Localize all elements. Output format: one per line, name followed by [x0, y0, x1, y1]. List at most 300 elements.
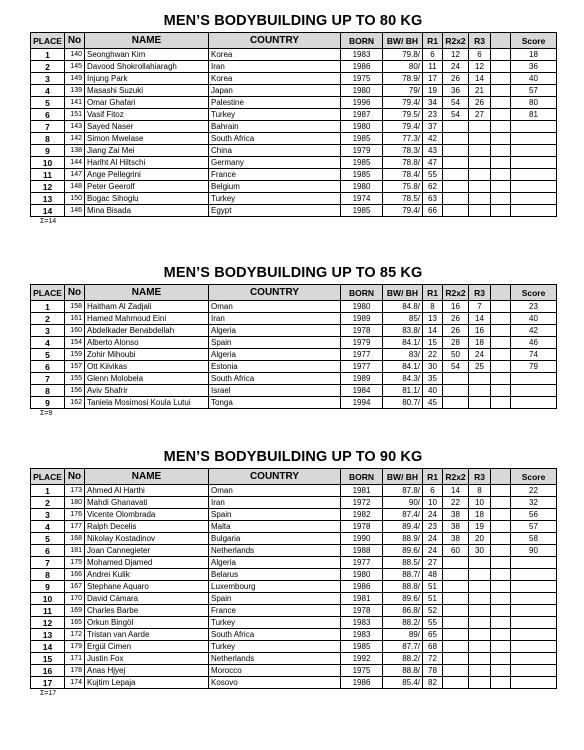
cell-blank [491, 85, 511, 97]
cell-born: 1994 [341, 397, 383, 409]
cell-country: Turkey [209, 641, 341, 653]
cell-blank [491, 665, 511, 677]
cell-born: 1986 [341, 61, 383, 73]
cell-country: South Africa [209, 133, 341, 145]
results-table [30, 32, 557, 217]
cell-place: 14 [31, 205, 65, 217]
cell-name: Mahdi Ghanavati [85, 497, 209, 509]
table-body [31, 49, 557, 217]
table-row [31, 521, 557, 533]
cell-name: Alberto Alonso [85, 337, 209, 349]
cell-blank [491, 629, 511, 641]
header-r3: R3 [469, 285, 491, 301]
cell-bwbh: 84.8/ [383, 301, 423, 313]
cell-score: 18 [511, 49, 557, 61]
cell-score: 57 [511, 521, 557, 533]
cell-blank [491, 397, 511, 409]
cell-name: Kujtim Lepaja [85, 677, 209, 689]
cell-bwbh: 80/ [383, 61, 423, 73]
header-country: COUNTRY [209, 469, 341, 485]
cell-blank [491, 677, 511, 689]
table-row [31, 533, 557, 545]
header-bwbh: BW/ BH [383, 285, 423, 301]
table-row [31, 85, 557, 97]
cell-score: 74 [511, 349, 557, 361]
cell-bwbh: 89.6/ [383, 593, 423, 605]
section-90kg [30, 446, 556, 699]
cell-r3 [469, 205, 491, 217]
results-table [30, 284, 557, 409]
cell-blank [491, 485, 511, 497]
cell-blank [491, 497, 511, 509]
cell-born: 1988 [341, 545, 383, 557]
cell-name: Justin Fox [85, 653, 209, 665]
cell-place: 15 [31, 653, 65, 665]
section-85kg [30, 262, 556, 419]
cell-score [511, 397, 557, 409]
header-r1: R1 [423, 285, 443, 301]
cell-score: 36 [511, 61, 557, 73]
table-row [31, 593, 557, 605]
cell-name: Nikolay Kostadinov [85, 533, 209, 545]
cell-no: 178 [65, 665, 85, 677]
cell-r3: 14 [469, 313, 491, 325]
cell-r3: 24 [469, 349, 491, 361]
cell-no: 148 [65, 181, 85, 193]
cell-r1: 37 [423, 121, 443, 133]
cell-name: Vasif Fitoz [85, 109, 209, 121]
cell-blank [491, 641, 511, 653]
cell-bwbh: 89.4/ [383, 521, 423, 533]
cell-born: 1980 [341, 121, 383, 133]
cell-r2x2 [443, 665, 469, 677]
cell-r2x2: 54 [443, 97, 469, 109]
cell-r2x2: 16 [443, 301, 469, 313]
cell-blank [491, 313, 511, 325]
cell-r3 [469, 617, 491, 629]
cell-born: 1987 [341, 109, 383, 121]
cell-r3 [469, 677, 491, 689]
cell-no: 173 [65, 485, 85, 497]
cell-score [511, 181, 557, 193]
header-country: COUNTRY [209, 285, 341, 301]
cell-born: 1974 [341, 193, 383, 205]
cell-r2x2 [443, 581, 469, 593]
cell-score: 22 [511, 485, 557, 497]
cell-r2x2 [443, 169, 469, 181]
cell-bwbh: 78.4/ [383, 169, 423, 181]
cell-bwbh: 81.1/ [383, 385, 423, 397]
cell-name: Jiang Zai Mei [85, 145, 209, 157]
cell-bwbh: 87.8/ [383, 485, 423, 497]
cell-r2x2: 36 [443, 85, 469, 97]
cell-r2x2 [443, 181, 469, 193]
cell-country: Belarus [209, 569, 341, 581]
cell-place: 12 [31, 617, 65, 629]
cell-r3: 12 [469, 61, 491, 73]
cell-place: 4 [31, 337, 65, 349]
cell-r2x2 [443, 569, 469, 581]
cell-country: Egypt [209, 205, 341, 217]
table-row [31, 605, 557, 617]
cell-born: 1978 [341, 521, 383, 533]
header-score: Score [511, 33, 557, 49]
table-row [31, 301, 557, 313]
cell-score: 40 [511, 313, 557, 325]
cell-no: 179 [65, 641, 85, 653]
cell-country: Netherlands [209, 545, 341, 557]
cell-place: 10 [31, 157, 65, 169]
cell-r3 [469, 373, 491, 385]
cell-r1: 30 [423, 361, 443, 373]
cell-place: 3 [31, 325, 65, 337]
header-bwbh: BW/ BH [383, 33, 423, 49]
header-name: NAME [85, 33, 209, 49]
cell-name: Simon Mwelase [85, 133, 209, 145]
cell-blank [491, 121, 511, 133]
cell-score: 90 [511, 545, 557, 557]
cell-score [511, 581, 557, 593]
cell-bwbh: 79.4/ [383, 121, 423, 133]
cell-born: 1980 [341, 85, 383, 97]
cell-name: Zohir Mihoubi [85, 349, 209, 361]
table-row [31, 169, 557, 181]
header-born: BORN [341, 285, 383, 301]
cell-bwbh: 79.8/ [383, 49, 423, 61]
cell-r1: 72 [423, 653, 443, 665]
cell-country: Algeria [209, 349, 341, 361]
cell-blank [491, 509, 511, 521]
cell-country: Turkey [209, 617, 341, 629]
header-country: COUNTRY [209, 33, 341, 49]
cell-bwbh: 79.4/ [383, 205, 423, 217]
cell-no: 144 [65, 157, 85, 169]
cell-r1: 6 [423, 485, 443, 497]
cell-r2x2: 54 [443, 109, 469, 121]
cell-place: 17 [31, 677, 65, 689]
cell-r1: 51 [423, 593, 443, 605]
cell-r1: 27 [423, 557, 443, 569]
cell-born: 1989 [341, 373, 383, 385]
cell-bwbh: 75.8/ [383, 181, 423, 193]
cell-born: 1979 [341, 145, 383, 157]
cell-bwbh: 77.3/ [383, 133, 423, 145]
cell-score [511, 133, 557, 145]
cell-bwbh: 88.8/ [383, 665, 423, 677]
cell-country: Iran [209, 313, 341, 325]
cell-born: 1985 [341, 205, 383, 217]
cell-place: 6 [31, 545, 65, 557]
cell-no: 168 [65, 533, 85, 545]
cell-name: Masashi Suzuki [85, 85, 209, 97]
cell-country: China [209, 145, 341, 157]
cell-place: 11 [31, 605, 65, 617]
cell-r1: 55 [423, 169, 443, 181]
header-name: NAME [85, 285, 209, 301]
cell-bwbh: 88.2/ [383, 653, 423, 665]
cell-country: Kosovo [209, 677, 341, 689]
header-born: BORN [341, 33, 383, 49]
cell-blank [491, 605, 511, 617]
cell-born: 1979 [341, 337, 383, 349]
cell-score [511, 373, 557, 385]
cell-born: 1972 [341, 497, 383, 509]
cell-no: 157 [65, 361, 85, 373]
section-title: MEN’S BODYBUILDING UP TO 85 KG [163, 265, 423, 281]
cell-bwbh: 88.7/ [383, 569, 423, 581]
table-row [31, 397, 557, 409]
cell-r1: 24 [423, 545, 443, 557]
table-row [31, 205, 557, 217]
cell-no: 171 [65, 653, 85, 665]
cell-bwbh: 88.2/ [383, 617, 423, 629]
cell-r1: 63 [423, 193, 443, 205]
table-row [31, 325, 557, 337]
cell-r3 [469, 653, 491, 665]
cell-score: 80 [511, 97, 557, 109]
header-score: Score [511, 285, 557, 301]
table-row [31, 133, 557, 145]
cell-place: 16 [31, 665, 65, 677]
table-row [31, 193, 557, 205]
cell-score [511, 629, 557, 641]
cell-no: 145 [65, 61, 85, 73]
cell-score [511, 593, 557, 605]
header-r3: R3 [469, 33, 491, 49]
cell-born: 1989 [341, 313, 383, 325]
cell-r3 [469, 605, 491, 617]
cell-country: Iran [209, 497, 341, 509]
cell-blank [491, 205, 511, 217]
cell-bwbh: 84.3/ [383, 373, 423, 385]
cell-no: 146 [65, 205, 85, 217]
cell-place: 8 [31, 385, 65, 397]
cell-blank [491, 325, 511, 337]
cell-name: Charles Barbe [85, 605, 209, 617]
cell-born: 1985 [341, 169, 383, 181]
cell-score: 46 [511, 337, 557, 349]
cell-r1: 22 [423, 349, 443, 361]
cell-r1: 17 [423, 73, 443, 85]
header-row [31, 285, 557, 301]
cell-score [511, 385, 557, 397]
header-r2x2: R2x2 [443, 285, 469, 301]
cell-name: Harlht Al Hiltschi [85, 157, 209, 169]
cell-r3: 8 [469, 485, 491, 497]
cell-no: 177 [65, 521, 85, 533]
cell-score [511, 157, 557, 169]
cell-bwbh: 88.5/ [383, 557, 423, 569]
cell-place: 4 [31, 85, 65, 97]
header-no: No [65, 285, 85, 301]
cell-r3: 21 [469, 85, 491, 97]
cell-r3: 26 [469, 97, 491, 109]
cell-blank [491, 521, 511, 533]
cell-place: 5 [31, 349, 65, 361]
cell-r3 [469, 397, 491, 409]
table-row [31, 665, 557, 677]
results-table [30, 468, 557, 689]
cell-name: Anas Hjyej [85, 665, 209, 677]
cell-country: Iran [209, 61, 341, 73]
cell-name: Peter Geerolf [85, 181, 209, 193]
cell-born: 1980 [341, 181, 383, 193]
cell-score [511, 641, 557, 653]
header-row [31, 33, 557, 49]
header-bwbh: BW/ BH [383, 469, 423, 485]
cell-place: 7 [31, 121, 65, 133]
cell-r3: 10 [469, 497, 491, 509]
cell-score [511, 677, 557, 689]
cell-place: 3 [31, 73, 65, 85]
cell-r2x2: 50 [443, 349, 469, 361]
cell-no: 150 [65, 193, 85, 205]
cell-no: 140 [65, 49, 85, 61]
table-row [31, 121, 557, 133]
cell-bwbh: 89.6/ [383, 545, 423, 557]
cell-blank [491, 385, 511, 397]
cell-name: Ergül Cimen [85, 641, 209, 653]
athlete-count: Σ=17 [40, 690, 57, 697]
cell-r1: 34 [423, 97, 443, 109]
cell-blank [491, 653, 511, 665]
cell-r2x2 [443, 385, 469, 397]
cell-r1: 43 [423, 145, 443, 157]
cell-no: 172 [65, 629, 85, 641]
table-row [31, 617, 557, 629]
cell-score [511, 205, 557, 217]
cell-bwbh: 89/ [383, 629, 423, 641]
cell-blank [491, 617, 511, 629]
section-title: MEN’S BODYBUILDING UP TO 90 KG [163, 449, 423, 465]
cell-score: 32 [511, 497, 557, 509]
cell-place: 14 [31, 641, 65, 653]
cell-no: 154 [65, 337, 85, 349]
cell-r1: 51 [423, 581, 443, 593]
cell-no: 174 [65, 677, 85, 689]
cell-name: Injung Park [85, 73, 209, 85]
cell-country: Korea [209, 49, 341, 61]
table-body [31, 301, 557, 409]
header-no: No [65, 33, 85, 49]
cell-bwbh: 87.7/ [383, 641, 423, 653]
cell-born: 1983 [341, 617, 383, 629]
cell-no: 139 [65, 85, 85, 97]
cell-no: 159 [65, 349, 85, 361]
cell-r2x2 [443, 145, 469, 157]
cell-r3 [469, 385, 491, 397]
cell-r3 [469, 121, 491, 133]
cell-name: Andrei Kulik [85, 569, 209, 581]
table-row [31, 653, 557, 665]
cell-r1: 78 [423, 665, 443, 677]
header-row [31, 469, 557, 485]
cell-r1: 65 [423, 629, 443, 641]
cell-r2x2 [443, 121, 469, 133]
cell-blank [491, 361, 511, 373]
cell-born: 1975 [341, 73, 383, 85]
cell-blank [491, 593, 511, 605]
cell-born: 1986 [341, 677, 383, 689]
cell-r3 [469, 133, 491, 145]
cell-no: 176 [65, 509, 85, 521]
cell-r2x2 [443, 629, 469, 641]
cell-r2x2: 12 [443, 49, 469, 61]
cell-country: Algeria [209, 557, 341, 569]
cell-score [511, 617, 557, 629]
table-row [31, 385, 557, 397]
cell-country: Netherlands [209, 653, 341, 665]
cell-bwbh: 83.8/ [383, 325, 423, 337]
table-row [31, 557, 557, 569]
cell-r1: 10 [423, 497, 443, 509]
cell-blank [491, 157, 511, 169]
cell-born: 1992 [341, 653, 383, 665]
cell-no: 181 [65, 545, 85, 557]
cell-name: Taniela Mosimosi Koula Lutui [85, 397, 209, 409]
cell-bwbh: 87.4/ [383, 509, 423, 521]
cell-bwbh: 84.1/ [383, 337, 423, 349]
cell-bwbh: 85/ [383, 313, 423, 325]
cell-blank [491, 581, 511, 593]
cell-name: Ott Kiivikas [85, 361, 209, 373]
cell-no: 158 [65, 301, 85, 313]
cell-r1: 48 [423, 569, 443, 581]
cell-blank [491, 337, 511, 349]
header-blank [491, 285, 511, 301]
cell-born: 1980 [341, 569, 383, 581]
header-blank [491, 33, 511, 49]
cell-name: Joan Cannegieter [85, 545, 209, 557]
cell-score [511, 557, 557, 569]
cell-r2x2: 60 [443, 545, 469, 557]
table-row [31, 49, 557, 61]
cell-name: Mohamed Djamed [85, 557, 209, 569]
cell-no: 142 [65, 133, 85, 145]
table-row [31, 641, 557, 653]
cell-r3 [469, 569, 491, 581]
cell-r1: 52 [423, 605, 443, 617]
cell-blank [491, 557, 511, 569]
cell-place: 2 [31, 313, 65, 325]
cell-r1: 11 [423, 61, 443, 73]
cell-r1: 55 [423, 617, 443, 629]
cell-no: 147 [65, 169, 85, 181]
cell-no: 167 [65, 581, 85, 593]
cell-country: Belgium [209, 181, 341, 193]
cell-r2x2: 22 [443, 497, 469, 509]
cell-born: 1985 [341, 157, 383, 169]
cell-bwbh: 78.8/ [383, 157, 423, 169]
cell-born: 1981 [341, 593, 383, 605]
table-row [31, 509, 557, 521]
cell-no: 138 [65, 145, 85, 157]
cell-r3 [469, 629, 491, 641]
cell-place: 8 [31, 133, 65, 145]
cell-score [511, 145, 557, 157]
cell-r1: 13 [423, 313, 443, 325]
cell-r2x2: 26 [443, 73, 469, 85]
cell-no: 155 [65, 373, 85, 385]
cell-r3: 6 [469, 49, 491, 61]
table-row [31, 361, 557, 373]
cell-bwbh: 78.5/ [383, 193, 423, 205]
cell-place: 13 [31, 193, 65, 205]
cell-no: 166 [65, 569, 85, 581]
table-row [31, 73, 557, 85]
cell-born: 1977 [341, 361, 383, 373]
cell-r3: 7 [469, 301, 491, 313]
